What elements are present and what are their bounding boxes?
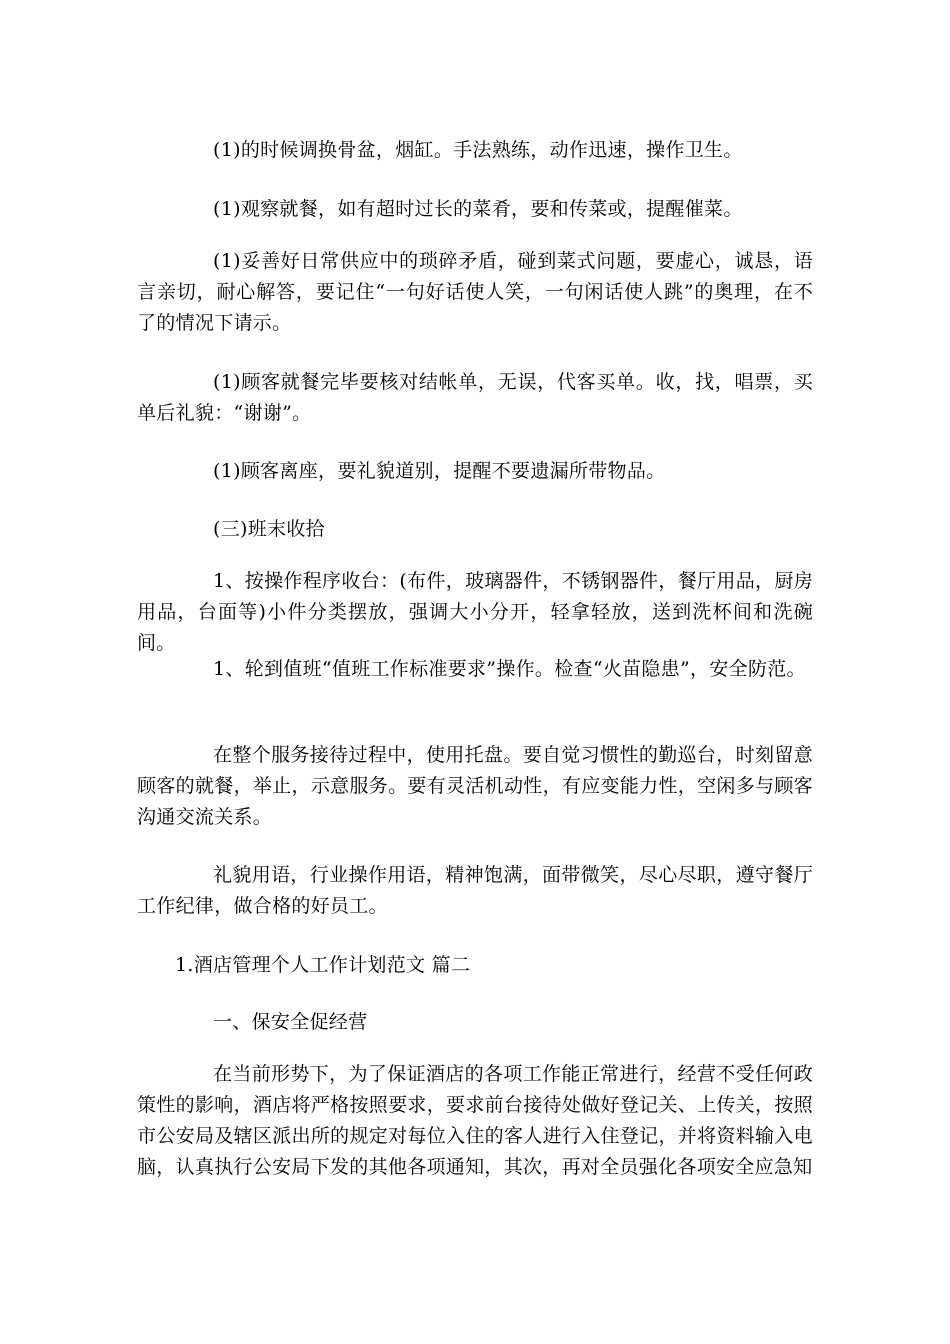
paragraph-safety-operations: 在当前形势下，为了保证酒店的各项工作能正常进行，经营不受任何政策性的影响，酒店将严格按照要求，要求前台接待处做好登记关、上传关，按照市公安局及辖区派出所的规定对每位入住的客人进行入住登记，并将资料输入电脑，认真执行公安局下发的其他各项通知，其次，再对全员强化各项安全应急知 [137, 1063, 813, 1178]
paragraph-observe-dining: (1)观察就餐，如有超时过长的菜肴，要和传菜或，提醒催菜。 [213, 198, 743, 220]
paragraph-handle-conflicts: (1)妥善好日常供应中的琐碎矛盾，碰到菜式问题，要虚心，诚恳，语言亲切，耐心解答，要记住“一句好话使人笑，一句闲话使人跳”的奥理，在不了的情况下请示。 [137, 250, 813, 334]
paragraph-checkout: (1)顾客就餐完毕要核对结帐单，无误，代客买单。收，找，唱票，买单后礼貌：“谢谢”。 [137, 371, 813, 424]
paragraph-service-process: 在整个服务接待过程中，使用托盘。要自觉习惯性的勤巡台，时刻留意顾客的就餐，举止，示意服务。要有灵活机动性，有应变能力性，空闲多与顾客沟通交流关系。 [137, 744, 813, 828]
paragraph-clear-table: 1、按操作程序收台：(布件，玻璃器件，不锈钢器件，餐厅用品，厨房用品，台面等)小件分类摆放，强调大小分开，轻拿轻放，送到洗杯间和洗碗间。 [137, 570, 813, 654]
section-heading-safety: 一、保安全促经营 [213, 1011, 368, 1033]
paragraph-farewell: (1)顾客离座，要礼貌道别，提醒不要遗漏所带物品。 [213, 460, 666, 482]
paragraph-change-ashtray: (1)的时候调换骨盆，烟缸。手法熟练，动作迅速，操作卫生。 [213, 139, 743, 161]
paragraph-etiquette: 礼貌用语，行业操作用语，精神饱满，面带微笑，尽心尽职，遵守餐厅工作纪律，做合格的好员工。 [137, 864, 813, 917]
article-title-part-two: 1.酒店管理个人工作计划范文 篇二 [175, 954, 471, 976]
section-heading-closing: (三)班末收拾 [213, 518, 325, 540]
paragraph-duty-shift: 1、轮到值班“值班工作标准要求”操作。检查“火苗隐患”，安全防范。 [213, 658, 806, 680]
